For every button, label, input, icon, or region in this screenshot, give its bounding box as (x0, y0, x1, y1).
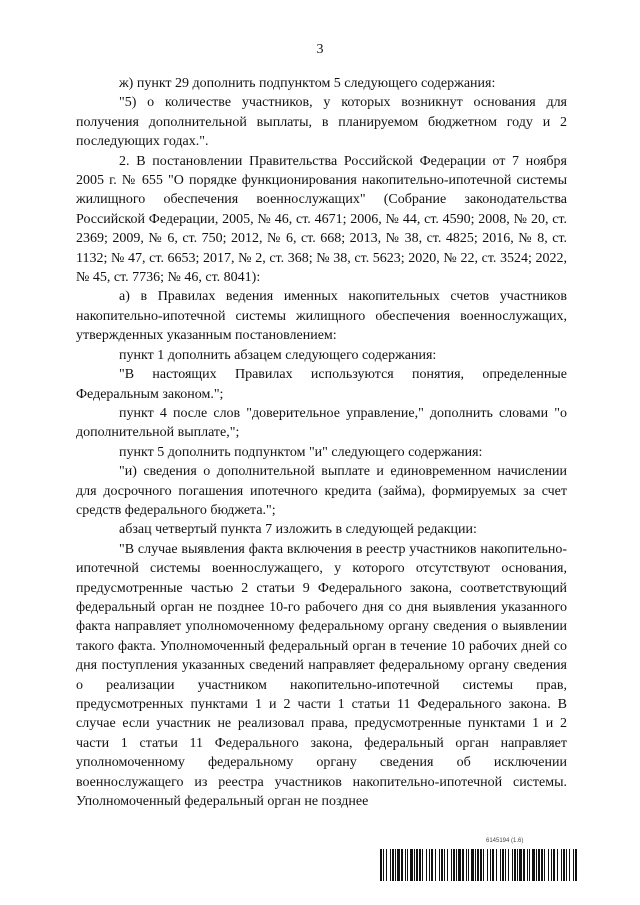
document-code: 6145194 (1.6) (486, 838, 524, 844)
barcode-bar (431, 849, 433, 881)
barcode-bar (414, 849, 415, 881)
barcode-bar (390, 849, 391, 881)
barcode-bar (444, 849, 445, 881)
barcode-bar (451, 849, 452, 881)
paragraph-section-2: 2. В постановлении Правительства Российской Федерации от 7 ноября 2005 г. № 655 "О порядке функционирования накопительно-ипотечной системы жилищного обеспечения военнослужащих" (Собрание законодательства Российской Федерации, 2005, № 46, ст. 4671; 2006, № 44, ст. 4590; 2008, № 20, ст. 2369; 2009, № 6, ст. 750; 2012, № 6, ст. 668; 2013, № 38, ст. 4825; 2016, № 8, ст. 1132; № 47, ст. 6653; 2017, № 2, ст. 368; № 38, ст. 5623; 2020, № 22, ст. 3524; 2022, № 45, ст. 7736; № 46, ст. 8041): (76, 153, 567, 286)
barcode-bar (468, 849, 469, 881)
barcode-bar (441, 849, 443, 881)
barcode-bar (561, 849, 562, 881)
barcode-bar (523, 849, 525, 881)
paragraph-quote-point-7: "В случае выявления факта включения в реестр участников накопительно-ипотечной системы военнослужащего, у которого отсутствуют основания, предусмотренные частью 2 статьи 9 Федерального закона, соответствующий федеральный орган не позднее 10-го рабочего дня со дня выявления указанного факта направляет уполномоченному федеральному органу сведения о выявлении такого факта. Уполномоченный федеральный орган в течение 10 рабочих дней со дня поступления указанных сведений направляет федеральному органу сведения о реализации участником накопительно-ипотечной системы прав, предусмотренных пунктами 1 и 2 части 1 статьи 11 Федерального закона. В случае если участник не реализовал права, предусмотренные пунктами 1 и 2 части 1 статьи 11 Федерального закона, федеральный орган направляет уполномоченному федеральному органу сведения об исключении военнослужащего из реестра участников накопительно-ипотечной системы. Уполномоченный федеральный орган не позднее (76, 541, 567, 810)
barcode-bar (483, 849, 484, 881)
barcode-bar (401, 849, 403, 881)
barcode-bar (447, 849, 448, 881)
barcode-image (380, 849, 578, 881)
paragraph-point-7: абзац четвертый пункта 7 изложить в следующей редакции: (119, 522, 477, 538)
barcode-bar (458, 849, 461, 881)
barcode-bar (508, 849, 509, 881)
barcode-bar (453, 849, 455, 881)
barcode-bar (538, 849, 540, 881)
barcode-bar (553, 849, 555, 881)
barcode-bar (544, 849, 545, 881)
barcode-bar (500, 849, 501, 881)
barcode-bar (456, 849, 457, 881)
barcode-bar (380, 849, 382, 881)
barcode-bar (475, 849, 476, 881)
barcode-bar (386, 849, 387, 881)
barcode-bar (405, 849, 406, 881)
paragraph-point-5: пункт 5 дополнить подпунктом "и" следующего содержания: (119, 444, 483, 460)
barcode-bar (471, 849, 474, 881)
barcode-bar (512, 849, 513, 881)
barcode-bar (395, 849, 396, 881)
barcode-bar (466, 849, 467, 881)
barcode-bar (487, 849, 488, 881)
barcode-bar (502, 849, 504, 881)
barcode-bar (536, 849, 537, 881)
barcode-bar (519, 849, 522, 881)
paragraph-point-4: пункт 4 после слов "доверительное управление," дополнить словами "о дополнительной выплате,"; (76, 405, 567, 441)
barcode-bar (566, 849, 567, 881)
barcode-bar (492, 849, 494, 881)
barcode-bar (383, 849, 384, 881)
barcode-bar (573, 849, 574, 881)
paragraph-quote-definitions: "В настоящих Правилах используются понятия, определенные Федеральным законом."; (76, 367, 567, 402)
barcode-bar (532, 849, 535, 881)
barcode-bar (490, 849, 491, 881)
barcode-bar (426, 849, 427, 881)
barcode-bar (548, 849, 549, 881)
paragraph-point-1: пункт 1 дополнить абзацем следующего содержания: (119, 347, 437, 363)
barcode-bar (477, 849, 479, 881)
barcode-bar (397, 849, 400, 881)
barcode-bar (575, 849, 577, 881)
barcode-bar (541, 849, 543, 881)
barcode-bar (496, 849, 497, 881)
barcode-bar (527, 849, 528, 881)
barcode-bar (422, 849, 423, 881)
barcode-bar (529, 849, 530, 881)
barcode-bar (439, 849, 440, 881)
barcode-bar (514, 849, 516, 881)
barcode-bar (557, 849, 558, 881)
barcode-bar (435, 849, 436, 881)
paragraph-item-a: а) в Правилах ведения именных накопительных счетов участников накопительно-ипотечной системы жилищного обеспечения военнослужащих, утвержденных указанным постановлением: (76, 289, 567, 344)
barcode-bar (551, 849, 552, 881)
page-number: 3 (316, 42, 324, 57)
paragraph-quote-i: "и) сведения о дополнительной выплате и единовременном начислении для досрочного погашения ипотечного кредита (займа), формируемых за счет средств федерального бюджета."; (76, 464, 567, 518)
barcode-bar (563, 849, 565, 881)
barcode-bar (517, 849, 518, 881)
barcode-bar (462, 849, 464, 881)
document-barcode-area (380, 838, 578, 888)
barcode-bar (407, 849, 408, 881)
barcode-bar (392, 849, 394, 881)
barcode-bar (569, 849, 570, 881)
barcode-bar (410, 849, 413, 881)
barcode-bar (416, 849, 418, 881)
barcode-bar (419, 849, 421, 881)
paragraph-item-zh: ж) пункт 29 дополнить подпунктом 5 следующего содержания: (119, 76, 496, 91)
barcode-bar (480, 849, 482, 881)
barcode-bar (429, 849, 430, 881)
document-body (76, 74, 567, 811)
barcode-bar (505, 849, 506, 881)
paragraph-quote-5: "5) о количестве участников, у которых возникнут основания для получения дополнительной выплаты, в планируемом бюджетном году и 2 последующих годах.". (76, 95, 567, 150)
